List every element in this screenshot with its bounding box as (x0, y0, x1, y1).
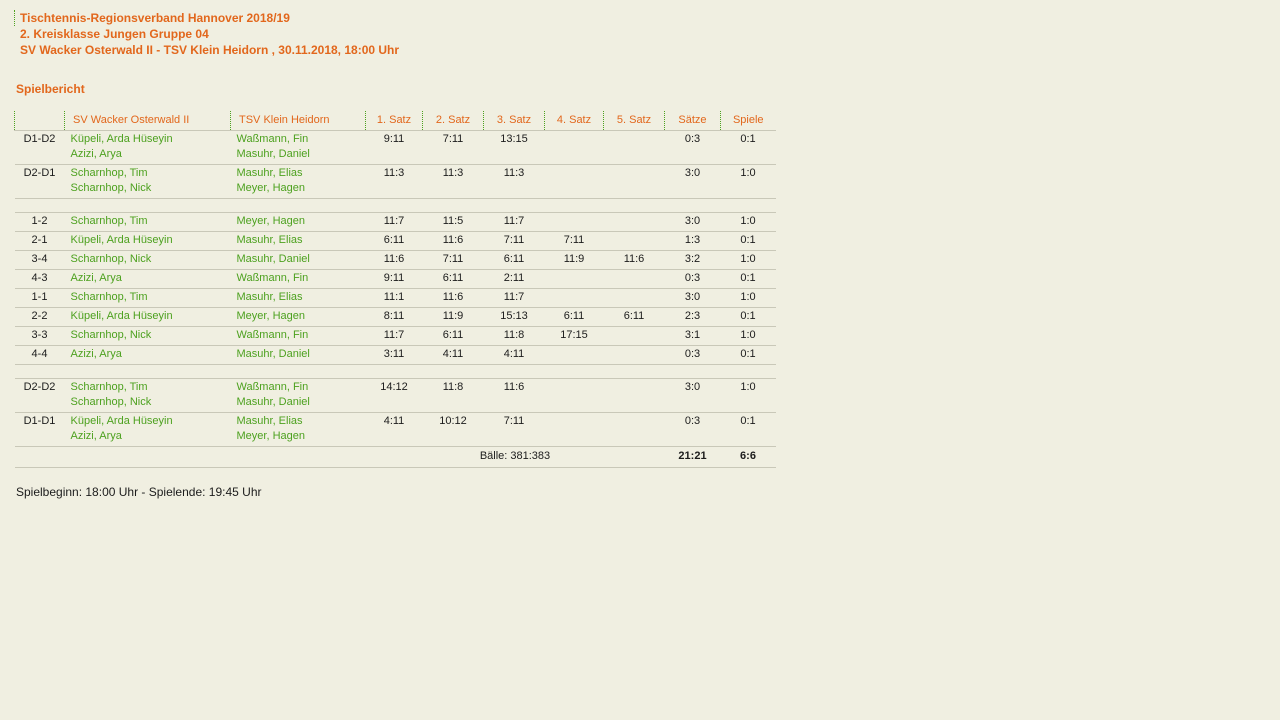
away-player-link[interactable]: Masuhr, Daniel (236, 395, 310, 408)
set4-score (545, 345, 604, 364)
away-player-link[interactable]: Waßmann, Fin (236, 132, 309, 145)
set5-score (604, 378, 665, 412)
totals-row (15, 446, 776, 467)
match-code: 3-4 (15, 250, 65, 269)
set5-score (604, 326, 665, 345)
spiele-result: 1:0 (721, 164, 776, 198)
match-row (15, 164, 776, 198)
home-players (65, 307, 231, 326)
set1-score: 11:1 (366, 288, 423, 307)
set3-score: 4:11 (484, 345, 545, 364)
col-header-away-team[interactable]: TSV Klein Heidorn (231, 111, 366, 130)
away-players (231, 212, 366, 231)
set2-score: 11:5 (423, 212, 484, 231)
away-players (231, 231, 366, 250)
set2-score: 6:11 (423, 326, 484, 345)
saetze-total: 21:21 (665, 446, 721, 467)
set1-score: 6:11 (366, 231, 423, 250)
set3-score: 7:11 (484, 412, 545, 446)
set2-score: 7:11 (423, 130, 484, 164)
set2-score: 10:12 (423, 412, 484, 446)
spiele-result: 1:0 (721, 212, 776, 231)
set2-score: 11:8 (423, 378, 484, 412)
away-player-link[interactable]: Meyer, Hagen (236, 181, 305, 194)
set5-score (604, 269, 665, 288)
spiele-result: 0:1 (721, 231, 776, 250)
home-players (65, 326, 231, 345)
set2-score: 7:11 (423, 250, 484, 269)
home-player-link[interactable]: Scharnhop, Nick (70, 181, 152, 194)
col-header-saetze: Sätze (665, 111, 721, 130)
set3-score: 7:11 (484, 231, 545, 250)
away-player-link[interactable]: Masuhr, Daniel (236, 252, 310, 265)
away-players (231, 326, 366, 345)
set4-score: 11:9 (545, 250, 604, 269)
saetze-result: 0:3 (665, 345, 721, 364)
away-player-link[interactable]: Masuhr, Daniel (236, 347, 310, 360)
set5-score (604, 288, 665, 307)
match-code: 3-3 (15, 326, 65, 345)
set1-score: 9:11 (366, 269, 423, 288)
home-player-link[interactable]: Azizi, Arya (70, 429, 122, 442)
title-block (14, 10, 1280, 58)
saetze-result: 0:3 (665, 130, 721, 164)
set1-score: 11:6 (366, 250, 423, 269)
match-times-note: Spielbeginn: 18:00 Uhr - Spielende: 19:45 Uhr (16, 484, 262, 499)
match-code: 1-2 (15, 212, 65, 231)
set3-score: 15:13 (484, 307, 545, 326)
spacer-cell (15, 364, 776, 378)
set5-score: 11:6 (604, 250, 665, 269)
away-player-link[interactable]: Meyer, Hagen (236, 214, 305, 227)
col-header-set3: 3. Satz (484, 111, 545, 130)
home-player-link[interactable]: Azizi, Arya (70, 271, 122, 284)
home-players (65, 164, 231, 198)
spiele-total: 6:6 (721, 446, 776, 467)
home-player-link[interactable]: Küpeli, Arda Hüseyin (70, 233, 173, 246)
match-row (15, 345, 776, 364)
set4-score: 7:11 (545, 231, 604, 250)
away-player-link[interactable]: Waßmann, Fin (236, 380, 309, 393)
home-player-link[interactable]: Küpeli, Arda Hüseyin (70, 414, 173, 427)
fixture-title: SV Wacker Osterwald II - TSV Klein Heidorn , 30.11.2018, 18:00 Uhr (20, 43, 400, 57)
away-players (231, 412, 366, 446)
set2-score: 4:11 (423, 345, 484, 364)
home-player-link[interactable]: Scharnhop, Nick (70, 328, 152, 341)
totals-empty-cell (15, 446, 366, 467)
home-players (65, 288, 231, 307)
spacer-cell (15, 198, 776, 212)
home-players (65, 412, 231, 446)
saetze-result: 3:0 (665, 212, 721, 231)
home-players (65, 130, 231, 164)
spiele-result: 1:0 (721, 326, 776, 345)
spiele-result: 0:1 (721, 130, 776, 164)
away-player-link[interactable]: Meyer, Hagen (236, 429, 305, 442)
home-player-link[interactable]: Azizi, Arya (70, 147, 122, 160)
saetze-result: 3:2 (665, 250, 721, 269)
set1-score: 11:7 (366, 212, 423, 231)
table-header-row (15, 111, 776, 130)
set3-score: 11:7 (484, 288, 545, 307)
match-row (15, 231, 776, 250)
match-code: 2-1 (15, 231, 65, 250)
set4-score (545, 378, 604, 412)
spiele-result: 0:1 (721, 412, 776, 446)
home-player-link[interactable]: Scharnhop, Nick (70, 395, 152, 408)
set5-score: 6:11 (604, 307, 665, 326)
spiele-result: 1:0 (721, 250, 776, 269)
set4-score (545, 164, 604, 198)
match-code: D2-D2 (15, 378, 65, 412)
home-player-link[interactable]: Küpeli, Arda Hüseyin (70, 309, 173, 322)
col-header-set5: 5. Satz (604, 111, 665, 130)
set5-score (604, 212, 665, 231)
away-players (231, 130, 366, 164)
saetze-result: 2:3 (665, 307, 721, 326)
match-code: 1-1 (15, 288, 65, 307)
set5-score (604, 412, 665, 446)
set3-score: 6:11 (484, 250, 545, 269)
home-player-link[interactable]: Scharnhop, Nick (70, 252, 152, 265)
away-players (231, 307, 366, 326)
spacer-row (15, 364, 776, 378)
match-code: D1-D2 (15, 130, 65, 164)
match-row (15, 130, 776, 164)
set4-score (545, 288, 604, 307)
balls-total: Bälle: 381:383 (366, 446, 665, 467)
saetze-result: 0:3 (665, 269, 721, 288)
home-players (65, 250, 231, 269)
col-header-set2: 2. Satz (423, 111, 484, 130)
league-title: 2. Kreisklasse Jungen Gruppe 04 (20, 27, 209, 41)
home-player-link[interactable]: Scharnhop, Tim (70, 290, 148, 303)
away-player-link[interactable]: Meyer, Hagen (236, 309, 305, 322)
saetze-result: 3:0 (665, 288, 721, 307)
set3-score: 11:3 (484, 164, 545, 198)
set3-score: 2:11 (484, 269, 545, 288)
set1-score: 8:11 (366, 307, 423, 326)
match-row (15, 412, 776, 446)
match-row (15, 269, 776, 288)
saetze-result: 0:3 (665, 412, 721, 446)
spiele-result: 0:1 (721, 269, 776, 288)
away-players (231, 345, 366, 364)
away-player-link[interactable]: Waßmann, Fin (236, 328, 309, 341)
saetze-result: 3:1 (665, 326, 721, 345)
home-player-link[interactable]: Azizi, Arya (70, 347, 122, 360)
set2-score: 11:6 (423, 288, 484, 307)
spiele-result: 0:1 (721, 307, 776, 326)
set2-score: 11:6 (423, 231, 484, 250)
col-header-set4: 4. Satz (545, 111, 604, 130)
set3-score: 11:6 (484, 378, 545, 412)
match-code: D1-D1 (15, 412, 65, 446)
set1-score: 11:3 (366, 164, 423, 198)
col-header-set1: 1. Satz (366, 111, 423, 130)
set3-score: 13:15 (484, 130, 545, 164)
saetze-result: 3:0 (665, 378, 721, 412)
match-row (15, 288, 776, 307)
set4-score (545, 412, 604, 446)
away-player-link[interactable]: Masuhr, Elias (236, 290, 303, 303)
match-row (15, 307, 776, 326)
home-players (65, 212, 231, 231)
set4-score (545, 269, 604, 288)
home-players (65, 378, 231, 412)
set1-score: 4:11 (366, 412, 423, 446)
away-players (231, 288, 366, 307)
away-player-link[interactable]: Masuhr, Elias (236, 166, 303, 179)
set2-score: 6:11 (423, 269, 484, 288)
saetze-result: 3:0 (665, 164, 721, 198)
set4-score (545, 130, 604, 164)
match-code: 2-2 (15, 307, 65, 326)
away-player-link[interactable]: Waßmann, Fin (236, 271, 309, 284)
set5-score (604, 130, 665, 164)
match-row (15, 378, 776, 412)
match-code: D2-D1 (15, 164, 65, 198)
match-code: 4-4 (15, 345, 65, 364)
set2-score: 11:3 (423, 164, 484, 198)
set2-score: 11:9 (423, 307, 484, 326)
association-title: Tischtennis-Regionsverband Hannover 2018/19 (14, 10, 290, 26)
match-row (15, 212, 776, 231)
col-header-spiele: Spiele (721, 111, 776, 130)
away-players (231, 378, 366, 412)
set4-score (545, 212, 604, 231)
set3-score: 11:8 (484, 326, 545, 345)
set1-score: 3:11 (366, 345, 423, 364)
set5-score (604, 345, 665, 364)
match-row (15, 250, 776, 269)
home-players (65, 231, 231, 250)
col-header-home-team[interactable]: SV Wacker Osterwald II (65, 111, 231, 130)
away-players (231, 250, 366, 269)
set1-score: 9:11 (366, 130, 423, 164)
away-player-link[interactable]: Masuhr, Elias (236, 233, 303, 246)
saetze-result: 1:3 (665, 231, 721, 250)
set3-score: 11:7 (484, 212, 545, 231)
set1-score: 11:7 (366, 326, 423, 345)
match-row (15, 326, 776, 345)
set4-score: 17:15 (545, 326, 604, 345)
col-header-empty (15, 111, 65, 130)
home-player-link[interactable]: Scharnhop, Tim (70, 214, 148, 227)
home-players (65, 269, 231, 288)
set4-score: 6:11 (545, 307, 604, 326)
away-player-link[interactable]: Masuhr, Elias (236, 414, 303, 427)
spacer-row (15, 198, 776, 212)
set5-score (604, 231, 665, 250)
home-player-link[interactable]: Küpeli, Arda Hüseyin (70, 132, 173, 145)
spiele-result: 0:1 (721, 345, 776, 364)
home-player-link[interactable]: Scharnhop, Tim (70, 166, 148, 179)
spiele-result: 1:0 (721, 378, 776, 412)
match-code: 4-3 (15, 269, 65, 288)
away-players (231, 164, 366, 198)
home-player-link[interactable]: Scharnhop, Tim (70, 380, 148, 393)
match-report-table (14, 111, 776, 468)
section-title: Spielbericht (16, 82, 85, 96)
set1-score: 14:12 (366, 378, 423, 412)
home-players (65, 345, 231, 364)
away-player-link[interactable]: Masuhr, Daniel (236, 147, 310, 160)
spiele-result: 1:0 (721, 288, 776, 307)
set5-score (604, 164, 665, 198)
away-players (231, 269, 366, 288)
